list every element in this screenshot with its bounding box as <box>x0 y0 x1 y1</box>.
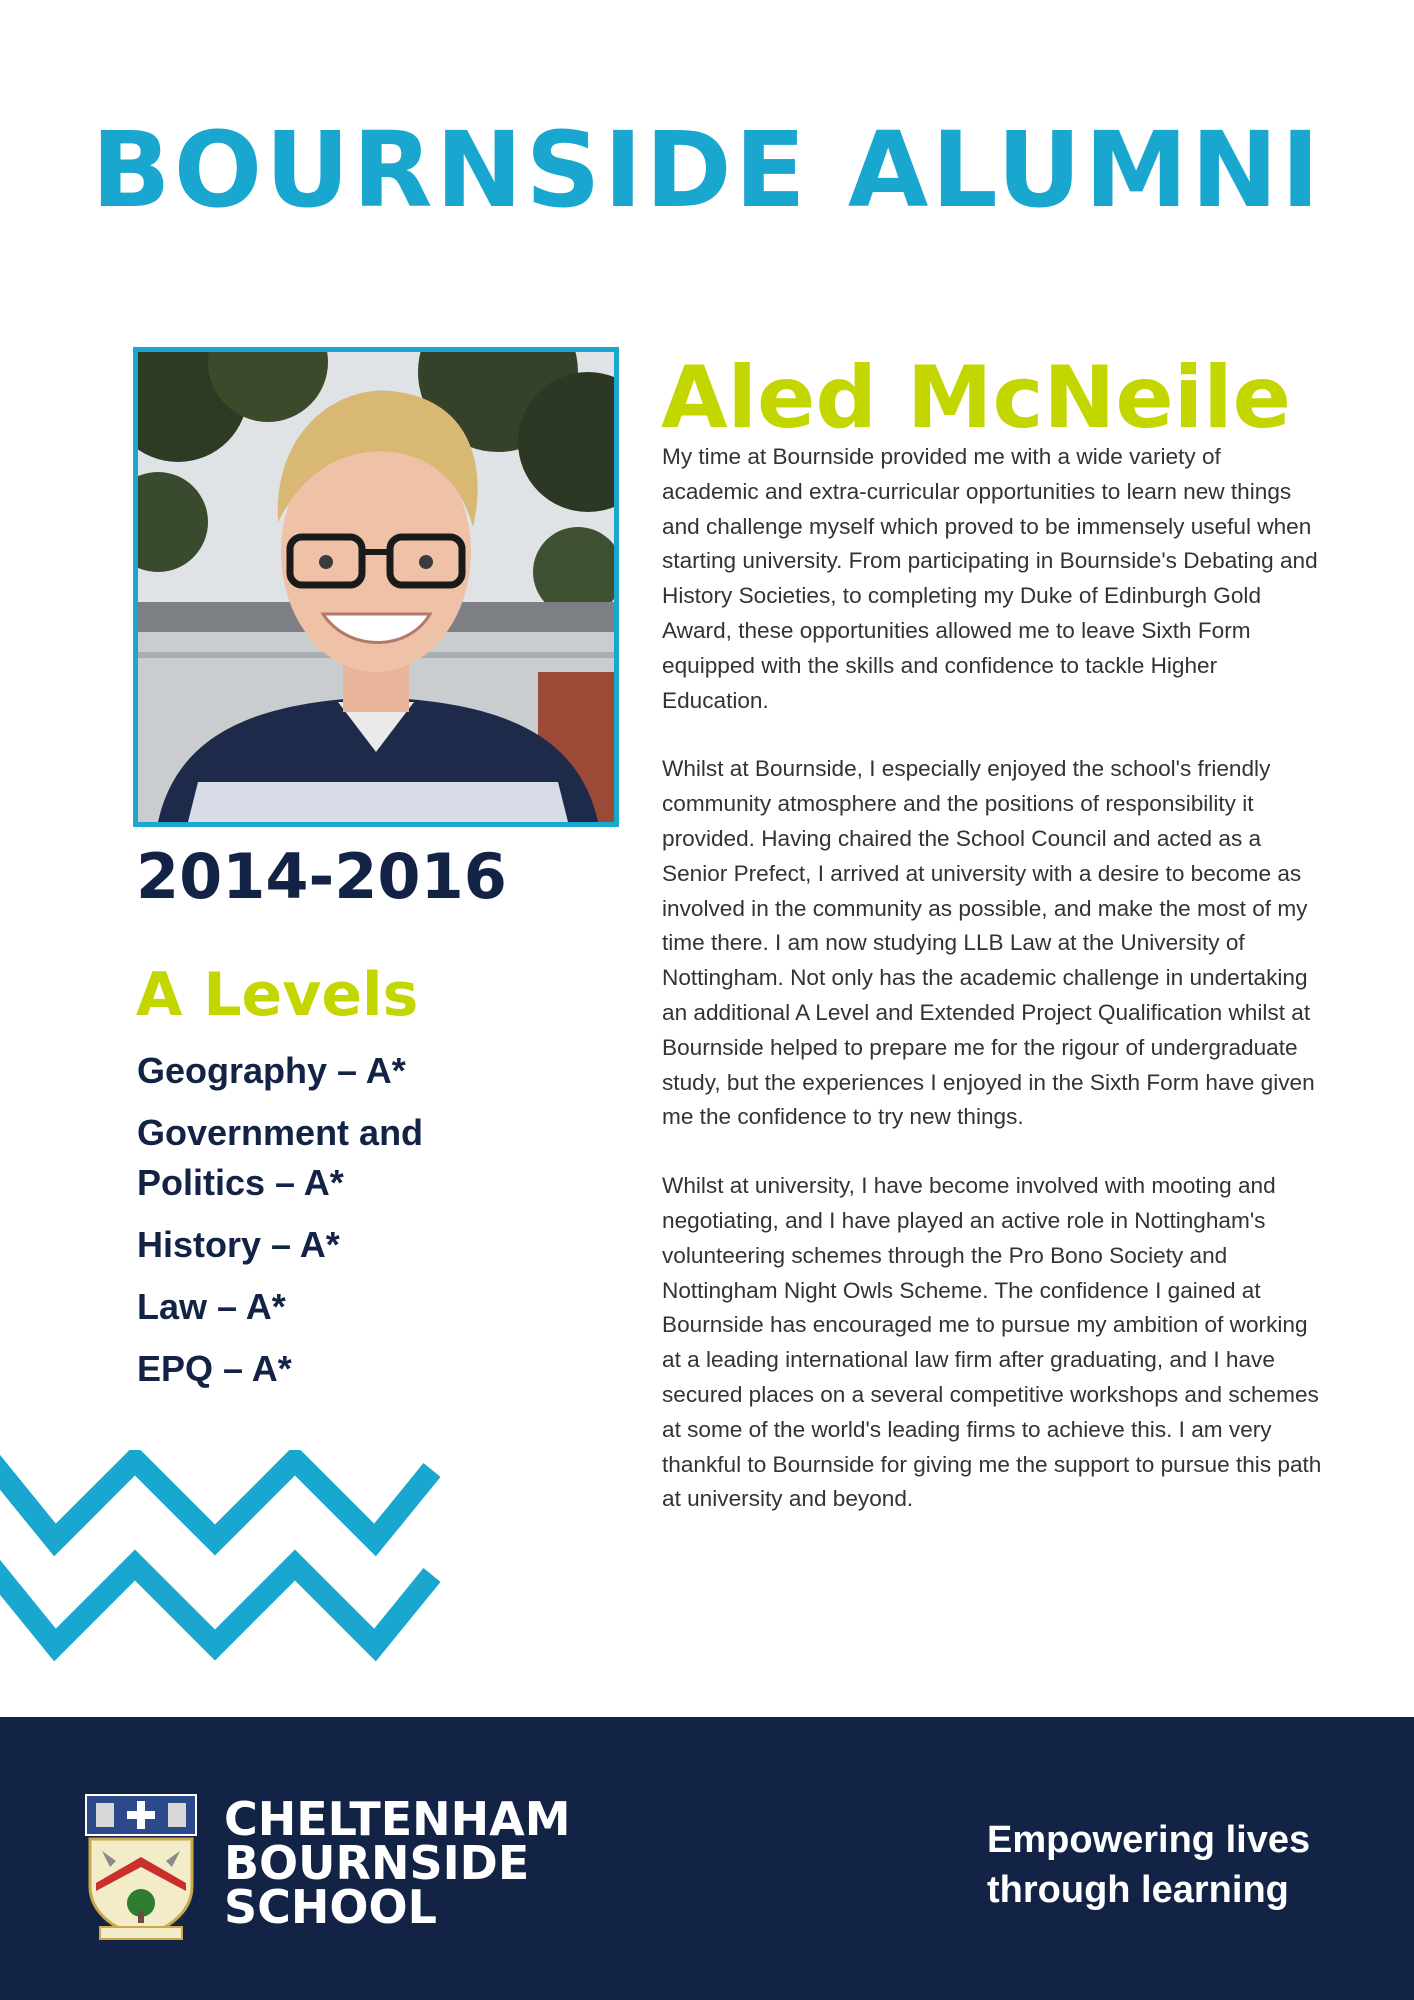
bio-paragraph: My time at Bournside provided me with a wide variety of academic and extra-curricular opportunities to learn new things and challenge myself which proved to be immensely useful when starting university. From participating in Bournside's Debating and History Societies, to completing my Duke of Edinburgh Gold Award, these opportunities allowed me to leave Sixth Form equipped with the skills and confidence to tackle Higher Education. <box>662 444 1318 713</box>
alumni-name: Aled McNeile <box>661 348 1292 448</box>
school-name-line: BOURNSIDE <box>224 1836 530 1890</box>
portrait-image <box>138 352 614 822</box>
school-name-line: CHELTENHAM <box>224 1792 571 1846</box>
grade-item: Law – A* <box>137 1286 286 1327</box>
footer <box>0 1717 1414 2000</box>
profile-photo <box>133 347 619 827</box>
years-attended: 2014-2016 <box>136 840 507 913</box>
biography <box>662 440 1322 1551</box>
grade-item: EPQ – A* <box>137 1348 292 1389</box>
tagline-line: Empowering lives <box>987 1819 1311 1861</box>
grades-list <box>137 1046 557 1406</box>
page-title: BOURNSIDE ALUMNI <box>91 109 1323 231</box>
grade-item: Government and Politics – A* <box>137 1112 424 1203</box>
school-name <box>224 1792 571 1934</box>
grade-item: Geography – A* <box>137 1050 406 1091</box>
tagline <box>987 1815 1310 1915</box>
grade-item: History – A* <box>137 1224 340 1265</box>
zigzag-decoration <box>0 1450 440 1690</box>
alevels-heading: A Levels <box>136 960 419 1030</box>
school-crest-icon <box>82 1791 200 1941</box>
bio-paragraph: Whilst at university, I have become involved with mooting and negotiating, and I have played an active role in Nottingham's volunteering schemes through the Pro Bono Society and Nottingham Night Owls Scheme. The confidence I gained at Bournside has encouraged me to pursue my ambition of working at a leading international law firm after graduating, and I have secured places on a several competitive workshops and schemes at some of the world's leading firms to achieve this. I am very thankful to Bournside for giving me the support to pursue this path at university and beyond. <box>662 1173 1322 1512</box>
tagline-line: through learning <box>987 1869 1289 1911</box>
bio-paragraph: Whilst at Bournside, I especially enjoyed the school's friendly community atmosphere and the positions of responsibility it provided. Having chaired the School Council and acted as a Senior Prefect, I arrived at university with a desire to become as involved in the community as possible, and make the most of my time there. I am now studying LLB Law at the University of Nottingham. Not only has the academic challenge in undertaking an additional A Level and Extended Project Qualification whilst at Bournside helped to prepare me for the rigour of undergraduate study, but the experiences I enjoyed in the Sixth Form have given me the confidence to try new things. <box>662 756 1315 1130</box>
school-name-line: SCHOOL <box>224 1880 437 1934</box>
